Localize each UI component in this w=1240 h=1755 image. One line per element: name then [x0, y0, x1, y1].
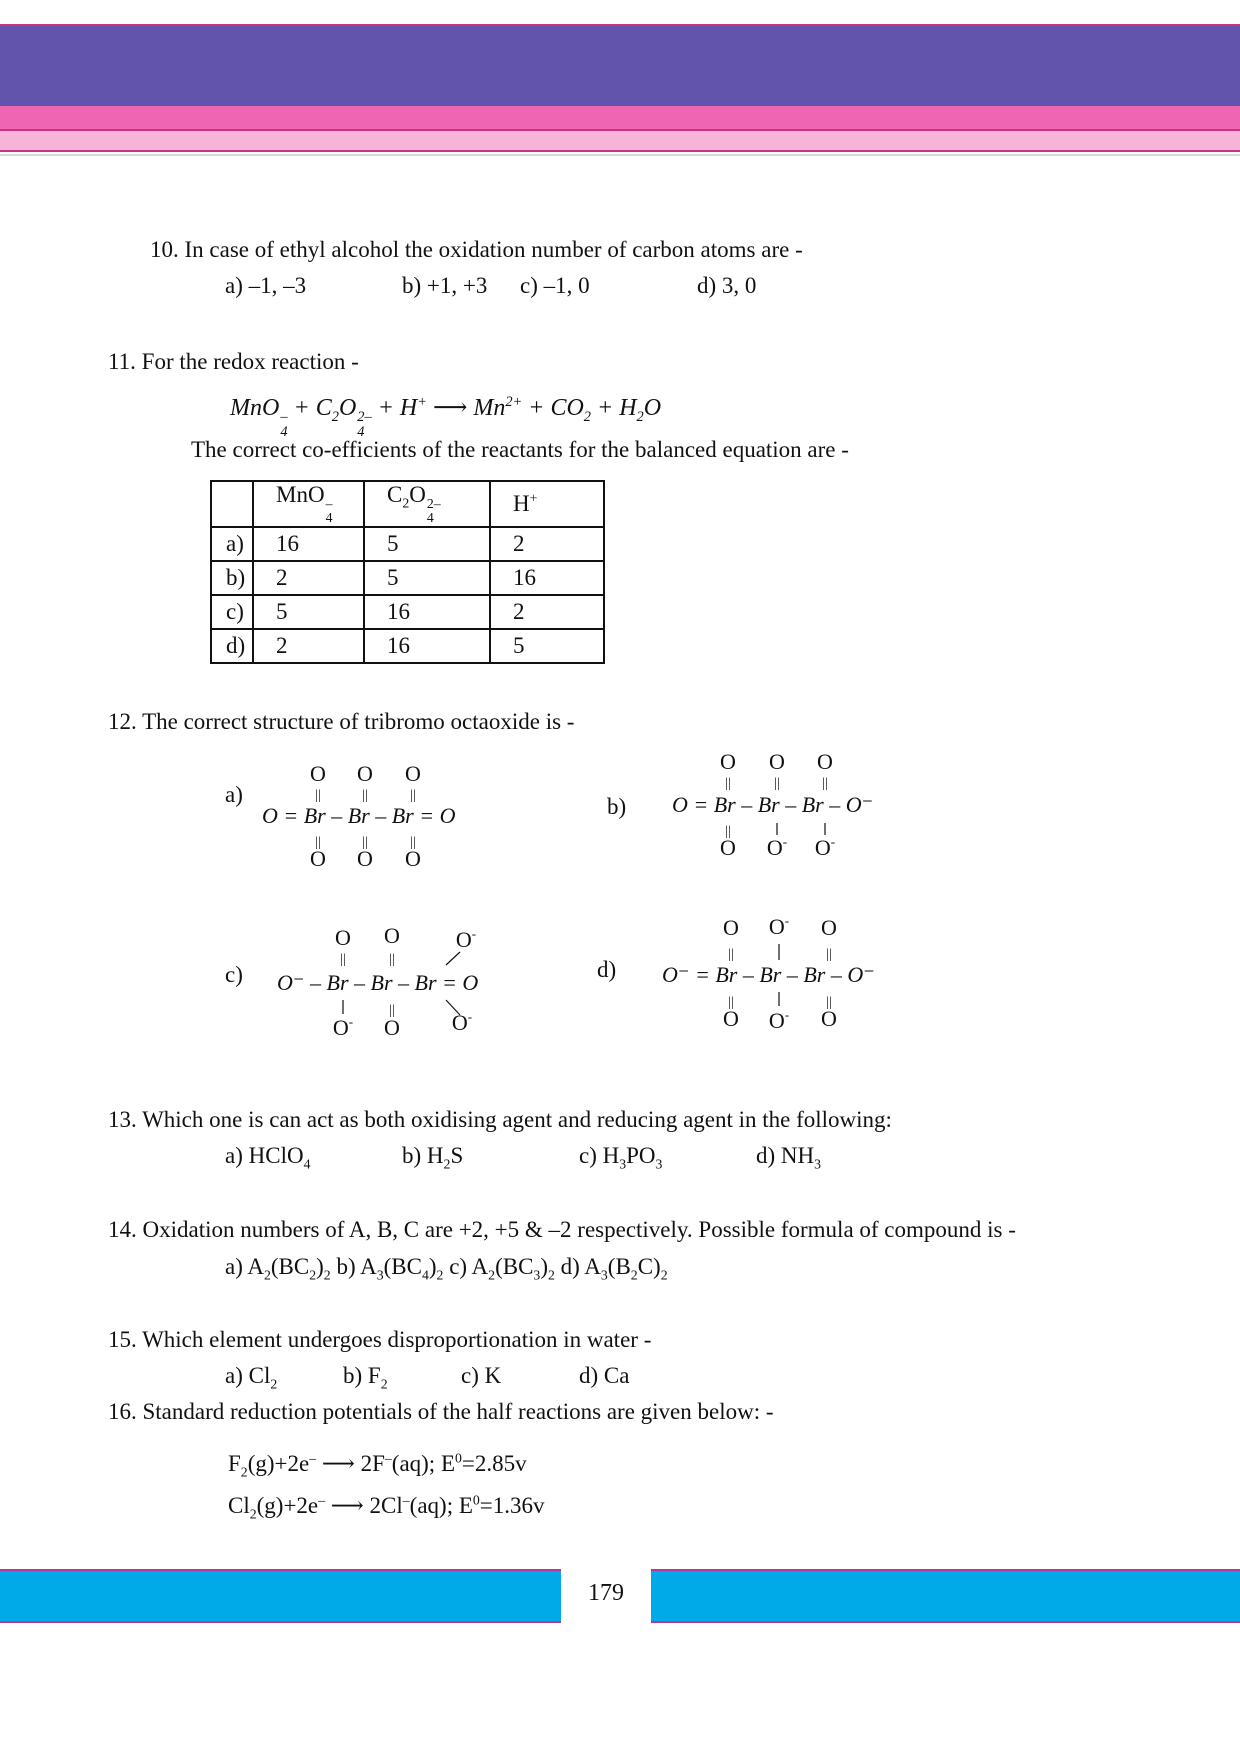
svg-text:||: || [822, 776, 828, 791]
svg-text:||: || [826, 995, 832, 1010]
svg-text:O: O [405, 761, 421, 786]
footer-band-right [651, 1569, 1240, 1623]
svg-text:O: O [769, 749, 785, 774]
header-band-light-pink [0, 131, 1240, 152]
svg-text:||: || [340, 952, 346, 967]
q12-option-b-label: b) [607, 794, 627, 819]
svg-text:||: || [362, 788, 368, 803]
q14-option-c: c) $A_2(BC_3)_2$ [449, 1254, 555, 1283]
svg-text:O: O [723, 915, 739, 940]
q15-option-b: b) $F_2$ [343, 1363, 388, 1392]
svg-text:O: O [384, 1015, 400, 1040]
q12-option-c-label: c) [225, 962, 243, 987]
question-11: 11. For the redox reaction - [108, 349, 359, 374]
svg-text:O = Br – Br – Br = O: O = Br – Br – Br = O [262, 803, 456, 828]
structure-b [665, 745, 905, 865]
question-16: 16. Standard reduction potentials of the half reactions are given below: - [108, 1399, 774, 1424]
svg-text:O-: O- [768, 913, 790, 939]
svg-text:O = Br – Br – Br – O⁻: O = Br – Br – Br – O⁻ [672, 792, 874, 817]
table-header-mno4: MnO – 4 [253, 481, 364, 527]
header-divider [0, 154, 1240, 156]
q10-option-c: c) –1, 0 [520, 273, 590, 298]
svg-text:O: O [720, 749, 736, 774]
svg-text:||: || [725, 824, 731, 839]
svg-text:O: O [310, 761, 326, 786]
svg-text:O: O [357, 846, 373, 871]
q12-option-d-label: d) [597, 957, 617, 982]
question-15: 15. Which element undergoes disproportionation in water - [108, 1327, 652, 1352]
svg-text:O-: O- [768, 1007, 790, 1033]
table-corner [211, 481, 253, 527]
q10-option-a: a) –1, –3 [225, 273, 307, 298]
q13-option-c: c) $H_3PO_3$ [579, 1143, 663, 1172]
q10-option-b: b) +1, +3 [402, 273, 488, 298]
q11-subtext: The correct co-efficients of the reactants for the balanced equation are - [191, 437, 849, 462]
q14-options [225, 1254, 668, 1283]
table-row: b) 2 5 16 [211, 561, 604, 595]
q15-option-c: c) K [461, 1363, 502, 1388]
half-reaction-chlorine: $Cl_2(g)+2e^-$ ⟶ 2Cl–(aq); $E^0=1.36v$ [228, 1492, 545, 1522]
q14-option-b: b) $A_3(BC_4)_2$ [336, 1254, 444, 1283]
svg-text:O-: O- [332, 1014, 354, 1040]
svg-text:O: O [723, 1006, 739, 1031]
svg-text:||: || [728, 947, 734, 962]
question-13: 13. Which one is can act as both oxidising agent and reducing agent in the following: [108, 1107, 892, 1132]
svg-text:||: || [315, 788, 321, 803]
header-band-purple [0, 24, 1240, 108]
svg-text:O: O [720, 835, 736, 860]
q13-option-d: d) $NH_3$ [756, 1143, 822, 1172]
q15-option-a: a) $Cl_2$ [225, 1363, 278, 1392]
svg-text:O: O [821, 915, 837, 940]
svg-text:O: O [817, 749, 833, 774]
redox-equation: MnO – 4 + $C_2O$ 2– 4 + H+ ⟶ $Mn^{2+} + CO_2 + H_2O$ [230, 394, 662, 441]
table-header-c2o4: $C_2O$ 2– 4 [364, 481, 490, 527]
svg-text:O⁻ = Br – Br – Br – O⁻: O⁻ = Br – Br – Br – O⁻ [662, 962, 875, 987]
table-row: a) 16 5 2 [211, 527, 604, 561]
svg-text:||: || [826, 947, 832, 962]
svg-text:O-: O- [451, 1009, 473, 1035]
q14-option-d: d) $A_3(B_2C)_2$ [560, 1254, 668, 1283]
header-band-pink [0, 106, 1240, 131]
svg-text:||: || [389, 1003, 395, 1018]
svg-text:O: O [384, 923, 400, 948]
q15-option-d: d) Ca [579, 1363, 630, 1388]
svg-text:||: || [389, 952, 395, 967]
svg-text:O-: O- [455, 926, 477, 952]
svg-text:O: O [310, 846, 326, 871]
svg-text:||: || [728, 995, 734, 1010]
structure-c [270, 915, 510, 1050]
table-row: c) 5 16 2 [211, 595, 604, 629]
svg-text:||: || [725, 776, 731, 791]
svg-text:O: O [821, 1006, 837, 1031]
q13-option-b: b) $H_2S$ [402, 1143, 464, 1172]
question-10: 10. In case of ethyl alcohol the oxidation number of carbon atoms are - [150, 237, 803, 262]
svg-text:||: || [410, 835, 416, 850]
svg-text:||: || [362, 835, 368, 850]
footer-band-left [0, 1569, 561, 1623]
svg-text:O⁻ – Br – Br – Br = O: O⁻ – Br – Br – Br = O [277, 970, 479, 995]
page-number: 179 [588, 1580, 624, 1606]
svg-text:||: || [410, 788, 416, 803]
coefficients-table [210, 480, 605, 664]
svg-text:O: O [405, 846, 421, 871]
svg-text:O-: O- [766, 834, 788, 860]
table-row: d) 2 16 5 [211, 629, 604, 663]
q14-option-a: a) $A_2(BC_2)_2$ [225, 1254, 331, 1283]
svg-text:O: O [335, 925, 351, 950]
question-14: 14. Oxidation numbers of A, B, C are +2, +5 & –2 respectively. Possible formula of compound is - [108, 1217, 1016, 1242]
svg-text:O: O [357, 761, 373, 786]
structure-a [255, 755, 495, 875]
half-reaction-fluorine: $F_2(g)+2e^-$ ⟶ 2F–(aq); $E^0=2.85v$ [228, 1450, 527, 1480]
q12-option-a-label: a) [225, 782, 243, 807]
q13-option-a: a) HClO$_4$ [225, 1143, 311, 1172]
svg-text:||: || [315, 835, 321, 850]
table-header-h: H+ [490, 481, 604, 527]
q10-option-d: d) 3, 0 [697, 273, 757, 298]
structure-d [655, 908, 895, 1043]
svg-text:||: || [774, 776, 780, 791]
svg-text:O-: O- [814, 834, 836, 860]
question-12: 12. The correct structure of tribromo octaoxide is - [108, 709, 575, 734]
